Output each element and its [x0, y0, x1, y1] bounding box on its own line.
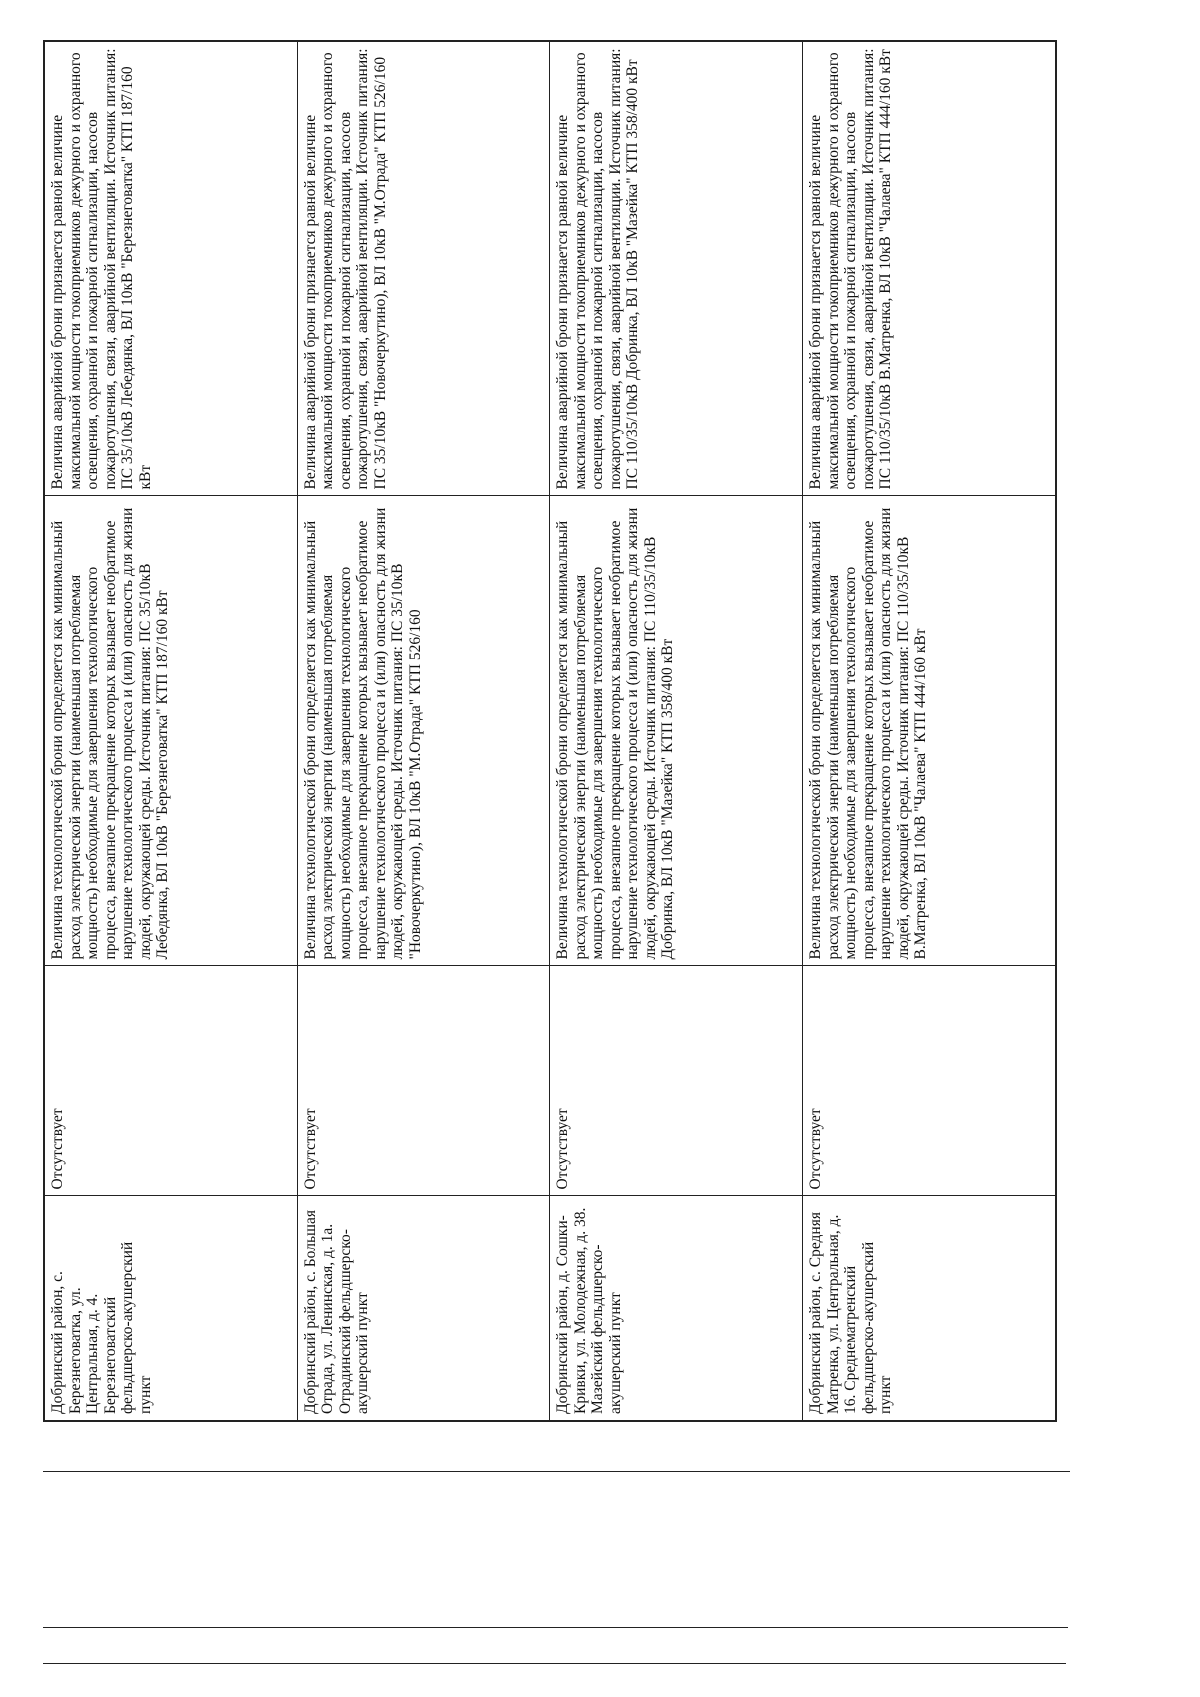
status-cell: Отсутствует [44, 966, 297, 1196]
horizontal-rule [43, 1471, 1070, 1472]
technological-reserve-cell: Величина технологической брони определяется как минимальный расход электрической энергии (наименьшая потребляемая мощность) необходимые для завершения технологического процесса, внезапное прекращение которых вызывает необратимое нарушение технологического процесса и (или) опасность для жизни людей, окружающей среды. Источник питания: ПС 110/35/10кВ Добринка, ВЛ 10кВ "Мазейка" КТП 358/400 кВт [550, 496, 803, 966]
facility-address-cell: Добринский район, д. Сошки-Кривки, ул. Молодежная, д. 38. Мазейский фельдшерско-акушерский пункт [550, 1196, 803, 1421]
table-row [297, 41, 550, 1421]
horizontal-rule [43, 1627, 1068, 1628]
table-row [44, 41, 297, 1421]
rotated-table-container [43, 42, 1057, 1422]
technological-reserve-cell: Величина технологической брони определяется как минимальный расход электрической энергии (наименьшая потребляемая мощность) необходимые для завершения технологического процесса, внезапное прекращение которых вызывает необратимое нарушение технологического процесса и (или) опасность для жизни людей, окружающей среды. Источник питания: ПС 35/10кВ Лебедянка, ВЛ 10кВ "Березнеговатка" КТП 187/160 кВт [44, 496, 297, 966]
emergency-reserve-cell: Величина аварийной брони признается равной величине максимальной мощности токоприемников дежурного и охранного освещения, охранной и пожарной сигнализации, насосов пожаротушения, связи, аварийной вентиляции. Источник питания: ПС 35/10кВ Лебедянка, ВЛ 10кВ "Березнеговатка" КТП 187/160 кВт [44, 41, 297, 496]
facility-address-cell: Добринский район, с. Средняя Матренка, ул. Центральная, д. 16. Среднематренский фельдшерско-акушерский пункт [803, 1196, 1057, 1421]
power-reserve-table [43, 40, 1057, 1422]
table-row [803, 41, 1057, 1421]
emergency-reserve-cell: Величина аварийной брони признается равной величине максимальной мощности токоприемников дежурного и охранного освещения, охранной и пожарной сигнализации, насосов пожаротушения, связи, аварийной вентиляции. Источник питания: ПС 110/35/10кВ В.Матренка, ВЛ 10кВ "Чалаева" КТП 444/160 кВт [803, 41, 1057, 496]
horizontal-rule [43, 1663, 1066, 1664]
technological-reserve-cell: Величина технологической брони определяется как минимальный расход электрической энергии (наименьшая потребляемая мощность) необходимые для завершения технологического процесса, внезапное прекращение которых вызывает необратимое нарушение технологического процесса и (или) опасность для жизни людей, окружающей среды. Источник питания: ПС 35/10кВ "Новочеркутино), ВЛ 10кВ "М.Отрада" КТП 526/160 [297, 496, 550, 966]
status-cell: Отсутствует [550, 966, 803, 1196]
facility-address-cell: Добринский район, с. Березнеговатка, ул. Центральная, д. 4. Березнеговатский фельдшерско-акушерский пункт [44, 1196, 297, 1421]
status-cell: Отсутствует [803, 966, 1057, 1196]
emergency-reserve-cell: Величина аварийной брони признается равной величине максимальной мощности токоприемников дежурного и охранного освещения, охранной и пожарной сигнализации, насосов пожаротушения, связи, аварийной вентиляции. Источник питания: ПС 35/10кВ "Новочеркутино), ВЛ 10кВ "М.Отрада" КТП 526/160 [297, 41, 550, 496]
emergency-reserve-cell: Величина аварийной брони признается равной величине максимальной мощности токоприемников дежурного и охранного освещения, охранной и пожарной сигнализации, насосов пожаротушения, связи, аварийной вентиляции. Источник питания: ПС 110/35/10кВ Добринка, ВЛ 10кВ "Мазейка" КТП 358/400 кВт [550, 41, 803, 496]
status-cell: Отсутствует [297, 966, 550, 1196]
facility-address-cell: Добринский район, с. Большая Отрада, ул. Ленинская, д. 1а. Отрадинский фельдшерско-акушерский пункт [297, 1196, 550, 1421]
technological-reserve-cell: Величина технологической брони определяется как минимальный расход электрической энергии (наименьшая потребляемая мощность) необходимые для завершения технологического процесса, внезапное прекращение которых вызывает необратимое нарушение технологического процесса и (или) опасность для жизни людей, окружающей среды. Источник питания: ПС 110/35/10кВ В.Матренка, ВЛ 10кВ "Чалаева" КТП 444/160 кВт [803, 496, 1057, 966]
table-row [550, 41, 803, 1421]
